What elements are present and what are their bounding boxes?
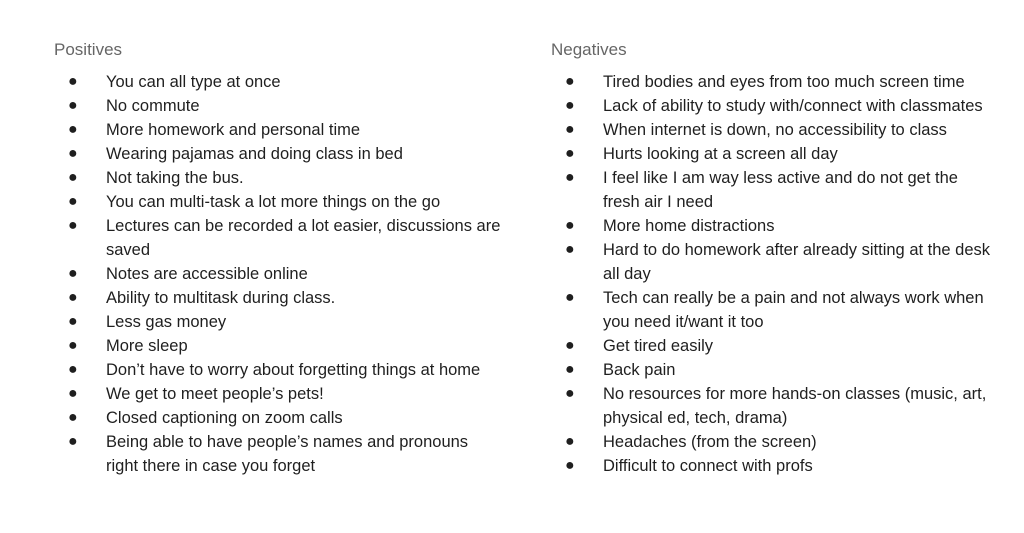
list-item bbox=[551, 166, 995, 214]
list-item bbox=[54, 310, 501, 334]
list-item-text: Tech can really be a pain and not always work when you need it/want it too bbox=[603, 289, 984, 331]
list-item bbox=[54, 118, 501, 142]
list-item bbox=[54, 94, 501, 118]
list-item bbox=[551, 382, 995, 430]
bullet-icon: ● bbox=[565, 385, 575, 402]
positives-list bbox=[54, 70, 504, 478]
list-item-text: No resources for more hands-on classes (music, art, physical ed, tech, drama) bbox=[603, 385, 987, 427]
list-item bbox=[551, 454, 995, 478]
bullet-icon: ● bbox=[68, 145, 78, 162]
list-item bbox=[54, 382, 501, 406]
list-item-text: Wearing pajamas and doing class in bed bbox=[106, 145, 403, 163]
bullet-icon: ● bbox=[565, 337, 575, 354]
list-item-text: When internet is down, no accessibility to class bbox=[603, 121, 947, 139]
bullet-icon: ● bbox=[68, 193, 78, 210]
bullet-icon: ● bbox=[68, 385, 78, 402]
list-item bbox=[54, 286, 501, 310]
bullet-icon: ● bbox=[68, 289, 78, 306]
list-item-text: Being able to have people’s names and pronouns right there in case you forget bbox=[106, 433, 469, 475]
bullet-icon: ● bbox=[68, 313, 78, 330]
bullet-icon: ● bbox=[68, 73, 78, 90]
list-item-text: More homework and personal time bbox=[106, 121, 361, 139]
bullet-icon: ● bbox=[565, 145, 575, 162]
bullet-icon: ● bbox=[565, 169, 575, 186]
list-item-text: Back pain bbox=[603, 361, 676, 379]
list-item bbox=[551, 430, 995, 454]
list-item-text: More sleep bbox=[106, 337, 188, 355]
list-item bbox=[551, 94, 995, 118]
list-item bbox=[54, 166, 501, 190]
list-item bbox=[54, 358, 501, 382]
bullet-icon: ● bbox=[565, 217, 575, 234]
bullet-icon: ● bbox=[68, 121, 78, 138]
bullet-icon: ● bbox=[565, 361, 575, 378]
list-item bbox=[551, 286, 995, 334]
list-item bbox=[54, 70, 501, 94]
list-item bbox=[551, 118, 995, 142]
list-item bbox=[551, 70, 995, 94]
bullet-icon: ● bbox=[565, 289, 575, 306]
list-item bbox=[551, 214, 995, 238]
list-item bbox=[551, 334, 995, 358]
bullet-icon: ● bbox=[68, 169, 78, 186]
list-item-text: Ability to multitask during class. bbox=[106, 289, 336, 307]
list-item-text: Hurts looking at a screen all day bbox=[603, 145, 838, 163]
positives-heading: Positives bbox=[54, 40, 123, 59]
list-item-text: Not taking the bus. bbox=[106, 169, 244, 187]
list-item-text: Tired bodies and eyes from too much screen time bbox=[603, 73, 965, 91]
bullet-icon: ● bbox=[68, 265, 78, 282]
list-item-text: Less gas money bbox=[106, 313, 227, 331]
list-item-text: Don’t have to worry about forgetting things at home bbox=[106, 361, 481, 379]
list-item-text: Get tired easily bbox=[603, 337, 714, 355]
list-item-text: Lack of ability to study with/connect with classmates bbox=[603, 97, 983, 115]
list-item bbox=[54, 142, 501, 166]
bullet-icon: ● bbox=[565, 457, 575, 474]
list-item bbox=[551, 142, 995, 166]
list-item bbox=[54, 406, 501, 430]
list-item-text: Headaches (from the screen) bbox=[603, 433, 817, 451]
list-item bbox=[54, 214, 501, 262]
negatives-heading: Negatives bbox=[551, 40, 627, 59]
negatives-column bbox=[551, 38, 1001, 478]
list-item-text: More home distractions bbox=[603, 217, 775, 235]
list-item-text: No commute bbox=[106, 97, 200, 115]
bullet-icon: ● bbox=[565, 433, 575, 450]
list-item-text: Difficult to connect with profs bbox=[603, 457, 813, 475]
list-item bbox=[551, 238, 995, 286]
list-item-text: Lectures can be recorded a lot easier, discussions are saved bbox=[106, 217, 501, 259]
bullet-icon: ● bbox=[68, 409, 78, 426]
list-item-text: Closed captioning on zoom calls bbox=[106, 409, 343, 427]
list-item-text: You can multi-task a lot more things on the go bbox=[106, 193, 441, 211]
bullet-icon: ● bbox=[565, 73, 575, 90]
list-item-text: Notes are accessible online bbox=[106, 265, 308, 283]
list-item-text: You can all type at once bbox=[106, 73, 281, 91]
list-item bbox=[551, 358, 995, 382]
bullet-icon: ● bbox=[565, 97, 575, 114]
negatives-list bbox=[551, 70, 1001, 478]
positives-column bbox=[54, 38, 504, 478]
list-item-text: Hard to do homework after already sitting at the desk all day bbox=[603, 241, 991, 283]
bullet-icon: ● bbox=[68, 97, 78, 114]
bullet-icon: ● bbox=[68, 433, 78, 450]
bullet-icon: ● bbox=[68, 361, 78, 378]
bullet-icon: ● bbox=[565, 121, 575, 138]
list-item-text: We get to meet people’s pets! bbox=[106, 385, 324, 403]
list-item bbox=[54, 334, 501, 358]
bullet-icon: ● bbox=[68, 217, 78, 234]
bullet-icon: ● bbox=[68, 337, 78, 354]
list-item bbox=[54, 262, 501, 286]
list-item bbox=[54, 430, 501, 478]
list-item-text: I feel like I am way less active and do not get the fresh air I need bbox=[603, 169, 958, 211]
bullet-icon: ● bbox=[565, 241, 575, 258]
list-item bbox=[54, 190, 501, 214]
